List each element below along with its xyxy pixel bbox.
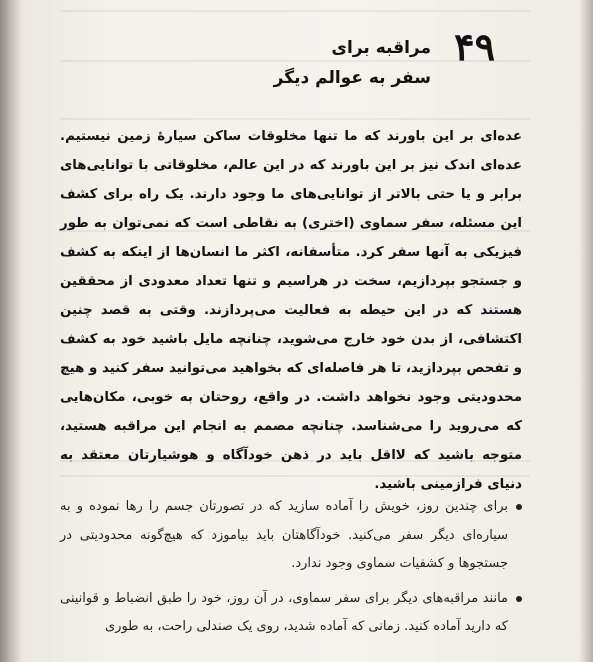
book-spine-shadow (0, 0, 22, 662)
bullet-text: برای چندین روز، خویش را آماده سازید که در تصورتان جسم را رها نموده و به سیاره‌ای دیگر سفر می‌کنید. خودآگاهتان باید بیاموزد که هیچ‌گونه محدودیتی در جستجوها و کشفیات سماوی وجود ندارد. (60, 499, 508, 571)
show-through-line (60, 10, 530, 12)
chapter-title-line-2: سفر به عوالم دیگر (273, 68, 431, 88)
list-item (60, 493, 522, 579)
show-through-line (60, 118, 530, 120)
list-item (60, 585, 522, 642)
chapter-title-line-1: مراقبه برای (331, 38, 431, 58)
bullet-icon (516, 504, 522, 510)
intro-paragraph: عده‌ای بر این باورند که ما تنها مخلوقات ساکن سیارهٔ زمین نیستیم. عده‌ای اندک نیز بر این باورند که در این عالم، مخلوقاتی با توانایی‌های برابر و یا حتی بالاتر از توانایی‌های ما وجود دارند. یک راه برای کشف این مسئله، سفر سماوی (اختری) به نقاطی است که نمی‌توان به طور فیزیکی به آنها سفر کرد. متأسفانه، اکثر ما انسان‌ها از اینکه به کشف و جستجو بپردازیم، سخت در هراسیم و تنها تعداد معدودی از محققین هستند که در این حیطه به فعالیت می‌پردازند. وقتی به قصد چنین اکتشافی، از بدن خود خارج می‌شوید، چنانچه مایل باشید خود به کشف و تفحص بپردازید، تا هر فاصله‌ای که بخواهید می‌توانید سفر کنید و هیچ محدودیتی وجود نخواهد داشت. در واقع، روحتان به خوبی، مکان‌هایی که می‌روید را می‌شناسد. چنانچه مصمم به انجام این مراقبه هستید، متوجه باشید که لااقل باید در ذهن خودآگاه و هوشیارتان معتقد به دنیای فرازمینی باشید. (59, 129, 522, 492)
chapter-header (215, 24, 495, 98)
bullet-icon (516, 596, 522, 602)
chapter-number: ۴۹ (454, 24, 495, 69)
bullet-list (60, 493, 522, 648)
page-edge-shadow (579, 0, 593, 662)
bullet-text: مانند مراقبه‌های دیگر برای سفر سماوی، در آن روز، خود را طبق انضباط و قوانینی که دارید آماده کنید. زمانی که آماده شدید، روی یک صندلی راحت، به طوری (60, 590, 508, 634)
